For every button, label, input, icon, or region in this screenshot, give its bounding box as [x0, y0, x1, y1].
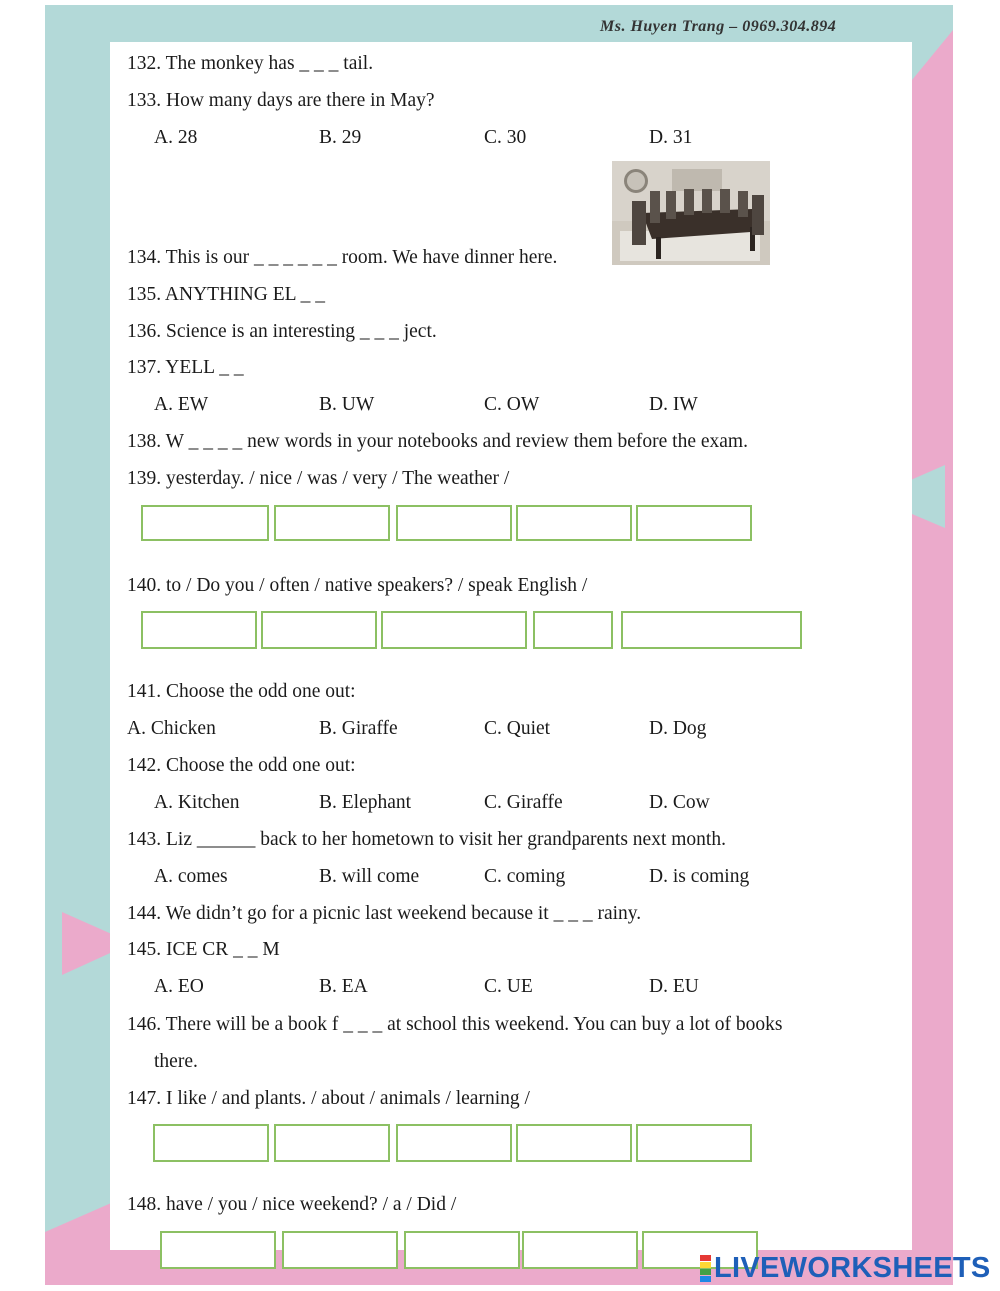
answer-box[interactable]: [404, 1231, 520, 1269]
option-b[interactable]: B. UW: [319, 394, 375, 415]
answer-box[interactable]: [396, 1124, 512, 1162]
question-146[interactable]: 146. There will be a book f _ _ _ at school this weekend. You can buy a lot of books: [127, 1014, 783, 1035]
question-134[interactable]: 134. This is our _ _ _ _ _ _ room. We have dinner here.: [127, 247, 558, 268]
option-a[interactable]: A. comes: [154, 866, 228, 887]
answer-box[interactable]: [274, 1124, 390, 1162]
answer-box[interactable]: [636, 1124, 752, 1162]
question-147: 147. I like / and plants. / about / animals / learning /: [127, 1088, 530, 1109]
question-132[interactable]: 132. The monkey has _ _ _ tail.: [127, 53, 374, 74]
option-c[interactable]: C. UE: [484, 976, 533, 997]
option-c[interactable]: C. Giraffe: [484, 792, 563, 813]
question-139: 139. yesterday. / nice / was / very / The weather /: [127, 468, 510, 489]
option-c[interactable]: C. coming: [484, 866, 566, 887]
option-a[interactable]: A. Chicken: [127, 718, 216, 739]
question-141: 141. Choose the odd one out:: [127, 681, 356, 702]
answer-box[interactable]: [636, 505, 752, 541]
question-137: 137. YELL _ _: [127, 357, 244, 378]
question-143: 143. Liz ______ back to her hometown to visit her grandparents next month.: [127, 829, 726, 850]
header-credit: Ms. Huyen Trang – 0969.304.894: [600, 18, 837, 35]
option-d[interactable]: D. IW: [649, 394, 698, 415]
liveworksheets-logo[interactable]: [700, 1252, 991, 1285]
answer-box[interactable]: [282, 1231, 398, 1269]
option-c[interactable]: C. 30: [484, 127, 527, 148]
dining-room-photo: [612, 161, 770, 265]
option-b[interactable]: B. Elephant: [319, 792, 412, 813]
answer-box[interactable]: [516, 1124, 632, 1162]
option-d[interactable]: D. Dog: [649, 718, 707, 739]
option-a[interactable]: A. EO: [154, 976, 204, 997]
answer-box[interactable]: [160, 1231, 276, 1269]
question-144[interactable]: 144. We didn’t go for a picnic last weekend because it _ _ _ rainy.: [127, 903, 642, 924]
question-145: 145. ICE CR _ _ M: [127, 939, 280, 960]
answer-box[interactable]: [621, 611, 802, 649]
question-142: 142. Choose the odd one out:: [127, 755, 356, 776]
answer-box[interactable]: [261, 611, 377, 649]
question-148: 148. have / you / nice weekend? / a / Did /: [127, 1194, 457, 1215]
option-d[interactable]: D. Cow: [649, 792, 710, 813]
answer-box[interactable]: [141, 611, 257, 649]
option-b[interactable]: B. 29: [319, 127, 362, 148]
option-a[interactable]: A. EW: [154, 394, 209, 415]
option-b[interactable]: B. Giraffe: [319, 718, 398, 739]
option-d[interactable]: D. is coming: [649, 866, 750, 887]
question-146-continued: there.: [154, 1051, 198, 1072]
question-136[interactable]: 136. Science is an interesting _ _ _ ject.: [127, 321, 437, 342]
option-d[interactable]: D. 31: [649, 127, 693, 148]
question-135[interactable]: 135. ANYTHING EL _ _: [127, 284, 326, 305]
answer-box[interactable]: [274, 505, 390, 541]
option-c[interactable]: C. OW: [484, 394, 540, 415]
option-a[interactable]: A. 28: [154, 127, 198, 148]
answer-box[interactable]: [396, 505, 512, 541]
brand-name: LIVEWORKSHEETS: [714, 1252, 991, 1284]
answer-box[interactable]: [141, 505, 269, 541]
answer-box[interactable]: [153, 1124, 269, 1162]
question-133: 133. How many days are there in May?: [127, 90, 435, 111]
answer-box[interactable]: [516, 505, 632, 541]
question-138[interactable]: 138. W _ _ _ _ new words in your notebooks and review them before the exam.: [127, 431, 748, 452]
option-d[interactable]: D. EU: [649, 976, 699, 997]
answer-box[interactable]: [381, 611, 527, 649]
option-b[interactable]: B. EA: [319, 976, 368, 997]
answer-box[interactable]: [522, 1231, 638, 1269]
option-a[interactable]: A. Kitchen: [154, 792, 240, 813]
option-b[interactable]: B. will come: [319, 866, 420, 887]
answer-box[interactable]: [533, 611, 613, 649]
question-140: 140. to / Do you / often / native speakers? / speak English /: [127, 575, 588, 596]
brand-blocks-icon: [700, 1255, 711, 1283]
option-c[interactable]: C. Quiet: [484, 718, 551, 739]
